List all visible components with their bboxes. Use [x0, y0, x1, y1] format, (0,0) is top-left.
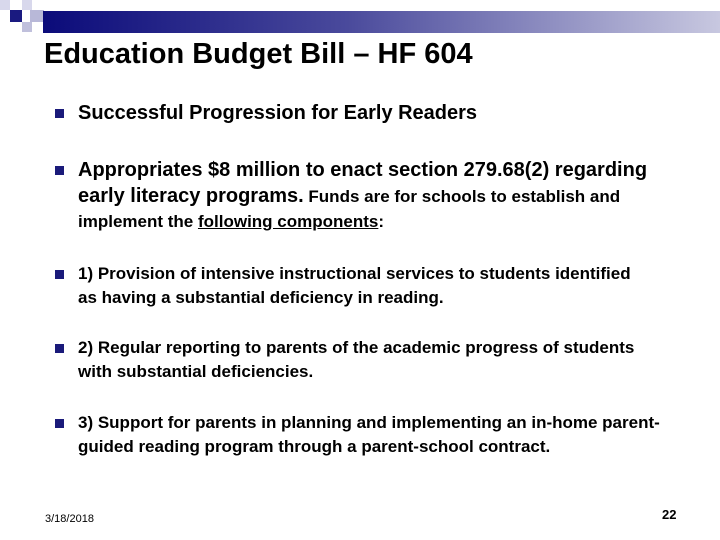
footer-date: 3/18/2018 [45, 513, 94, 525]
bullet-item: 2) Regular reporting to parents of the academic progress of students with substantial deficiencies. [78, 338, 635, 381]
slide-title: Education Budget Bill – HF 604 [44, 38, 473, 70]
bullet-item [78, 158, 693, 235]
bullet-icon [55, 109, 64, 118]
bullet-icon [55, 166, 64, 175]
bullet-text-small: Funds are for schools to establish and implement the [78, 187, 621, 231]
bullet-icon [55, 419, 64, 428]
header-gradient-bar [43, 11, 720, 33]
bullet-item: Successful Progression for Early Readers [78, 102, 478, 124]
bullet-icon [55, 270, 64, 279]
bullet-item: 3) Support for parents in planning and implementing an in-home parent-guided reading program through a parent-school contract. [78, 413, 660, 456]
page-number: 22 [662, 507, 677, 522]
underlined-text: following components [197, 212, 379, 231]
bullet-text-small: : [378, 212, 385, 231]
bullet-item: 1) Provision of intensive instructional services to students identified as having a substantial deficiency in reading. [78, 264, 631, 307]
bullet-text-large: Appropriates $8 million to enact section 279.68(2) regarding early literacy programs. [78, 159, 648, 207]
bullet-icon [55, 344, 64, 353]
